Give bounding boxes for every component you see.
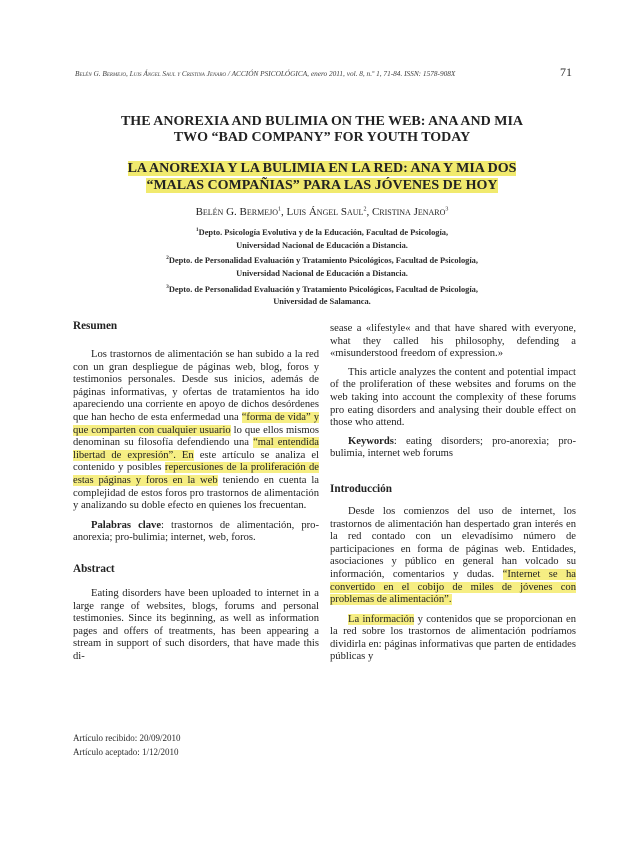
left-column bbox=[73, 320, 319, 663]
keywords-label: Palabras clave bbox=[91, 519, 162, 531]
abstract-paragraph-continued: sease a «lifestyle« and that have shared with everyone, what they called his philosophy, defending a «misunderstood freedom of expression.» bbox=[330, 323, 576, 360]
affiliation-mark: 1 bbox=[195, 227, 199, 233]
author-list bbox=[80, 206, 564, 218]
affiliations bbox=[80, 224, 564, 309]
resumen-text: este artículo se analiza el contenido y posibles bbox=[73, 449, 320, 474]
abstract-paragraph: Eating disorders have been uploaded to internet in a large range of websites, blogs, forums and personal testimonies. Since its beginning, as well as information pages and offers of treatments, has been appearing a stream in support of such disorders, that have made this di- bbox=[73, 587, 319, 662]
resumen-paragraph bbox=[73, 349, 319, 513]
author-name: Luis Ángel Saul bbox=[286, 206, 364, 218]
affiliation-line: Universidad Nacional de Educación a Distancia. bbox=[236, 240, 408, 250]
affiliation-line: Universidad de Salamanca. bbox=[273, 297, 371, 307]
introduccion-text: y contenidos que se proporcionan en la red sobre los trastornos de alimentación podríamos dividirla en: páginas informativas que parten de entidades públicas y bbox=[330, 613, 576, 663]
received-date: Artículo recibido: 20/09/2010 bbox=[73, 733, 181, 743]
highlighted-text: “Internet se ha convertido en el cobijo de miles de jóvenes con problemas de alimentación”. bbox=[330, 568, 576, 606]
author-affiliation-mark: 2 bbox=[363, 206, 367, 213]
affiliation-line: Depto. de Personalidad Evaluación y Tratamiento Psicológicos, Facultad de Psicología, bbox=[168, 284, 478, 294]
author-affiliation-mark: 1 bbox=[277, 206, 281, 213]
keywords-text: : trastornos de alimentación, pro-anorexia; pro-bulimia; internet, web, foros. bbox=[73, 519, 319, 544]
spanish-title bbox=[80, 160, 564, 194]
article-dates bbox=[73, 732, 319, 759]
english-title-line: THE ANOREXIA AND BULIMIA ON THE WEB: ANA AND MIA bbox=[120, 114, 524, 129]
affiliation-line: Depto. de Personalidad Evaluación y Tratamiento Psicológicos, Facultad de Psicología, bbox=[168, 256, 478, 266]
resumen-heading: Resumen bbox=[73, 320, 118, 332]
highlighted-text: repercusiones de la proliferación de estas páginas y foros en la web bbox=[73, 462, 319, 486]
running-header bbox=[75, 69, 569, 78]
affiliation-line: Universidad Nacional de Educación a Distancia. bbox=[236, 268, 408, 278]
author-separator: , bbox=[280, 206, 287, 218]
affiliation-mark: 2 bbox=[166, 255, 169, 262]
spanish-title-line: LA ANOREXIA Y LA BULIMIA EN LA RED: ANA Y MIA DOS bbox=[127, 161, 517, 176]
introduccion-paragraph bbox=[330, 506, 576, 607]
author-name: Cristina Jenaro bbox=[371, 206, 446, 218]
abstract-paragraph: This article analyzes the content and potential impact of the proliferation of these websites and forums on the web taking into account the complexity of these forums pro eating disorders and analysing their double effect on those who attend. bbox=[330, 366, 576, 429]
abstract-keywords bbox=[330, 436, 576, 461]
affiliation-mark: 3 bbox=[166, 283, 169, 290]
running-header-journal: / ACCIÓN PSICOLÓGICA, enero 2011, vol. 8, n.º 1, 71-84. ISSN: 1578-908X bbox=[227, 69, 456, 78]
highlighted-text: “forma de vida” y que comparten con cualquier usuario bbox=[73, 411, 320, 436]
highlighted-text: “mal entendida libertad de expresión”. En bbox=[73, 437, 319, 461]
highlighted-text: La información bbox=[348, 613, 415, 625]
resumen-text: Los trastornos de alimentación se han subido a la red con un gran despliegue de páginas web, blog, foros y testimonios personales. Desde sus inicios, además de páginas informativas, y ofertas de tratamientos ha ido apareciendo una corriente en apoyo de dichos desórdenes que han hecho de esta enfermedad una bbox=[73, 349, 319, 423]
abstract-heading: Abstract bbox=[73, 562, 115, 575]
accepted-date: Artículo aceptado: 1/12/2010 bbox=[73, 746, 179, 757]
keywords-text: : eating disorders; pro-anorexia; pro-bulimia, internet web forums bbox=[330, 435, 576, 460]
running-header-authors: Belén G. Bermejo, Luis Ángel Saul y Cristina Jenaro bbox=[75, 69, 227, 78]
resumen-text: teniendo en cuenta la complejidad de estos foros pro trastornos de alimentación y analizando su doble efecto en quienes los frecuentan. bbox=[73, 474, 319, 512]
keywords-label: Keywords bbox=[348, 435, 394, 447]
spanish-title-line: “MALAS COMPAÑIAS” PARA LAS JÓVENES DE HOY bbox=[146, 178, 498, 193]
page-number: 71 bbox=[560, 65, 572, 79]
english-title bbox=[80, 114, 564, 146]
resumen-keywords bbox=[73, 520, 319, 545]
right-column bbox=[330, 323, 576, 664]
author-separator: , bbox=[366, 206, 372, 218]
author-affiliation-mark: 3 bbox=[445, 206, 449, 213]
author-name: Belén G. Bermejo bbox=[195, 206, 278, 218]
introduccion-paragraph bbox=[330, 614, 576, 664]
affiliation-line: Depto. Psicología Evolutiva y de la Educación, Facultad de Psicología, bbox=[198, 227, 449, 237]
introduccion-heading: Introducción bbox=[330, 482, 392, 495]
introduccion-text: Desde los comienzos del uso de internet, los trastornos de alimentación han despertado gran interés en la red contado con un elevadísimo número de participaciones en forma de páginas web. Entidades, asociaciones y público en general han volcado su información, comentarios y dudas. bbox=[330, 505, 576, 580]
resumen-text: lo que ellos mismos denominan su filosofía defendiendo una bbox=[73, 424, 319, 449]
english-title-line: TWO “BAD COMPANY” FOR YOUTH TODAY bbox=[173, 130, 471, 145]
